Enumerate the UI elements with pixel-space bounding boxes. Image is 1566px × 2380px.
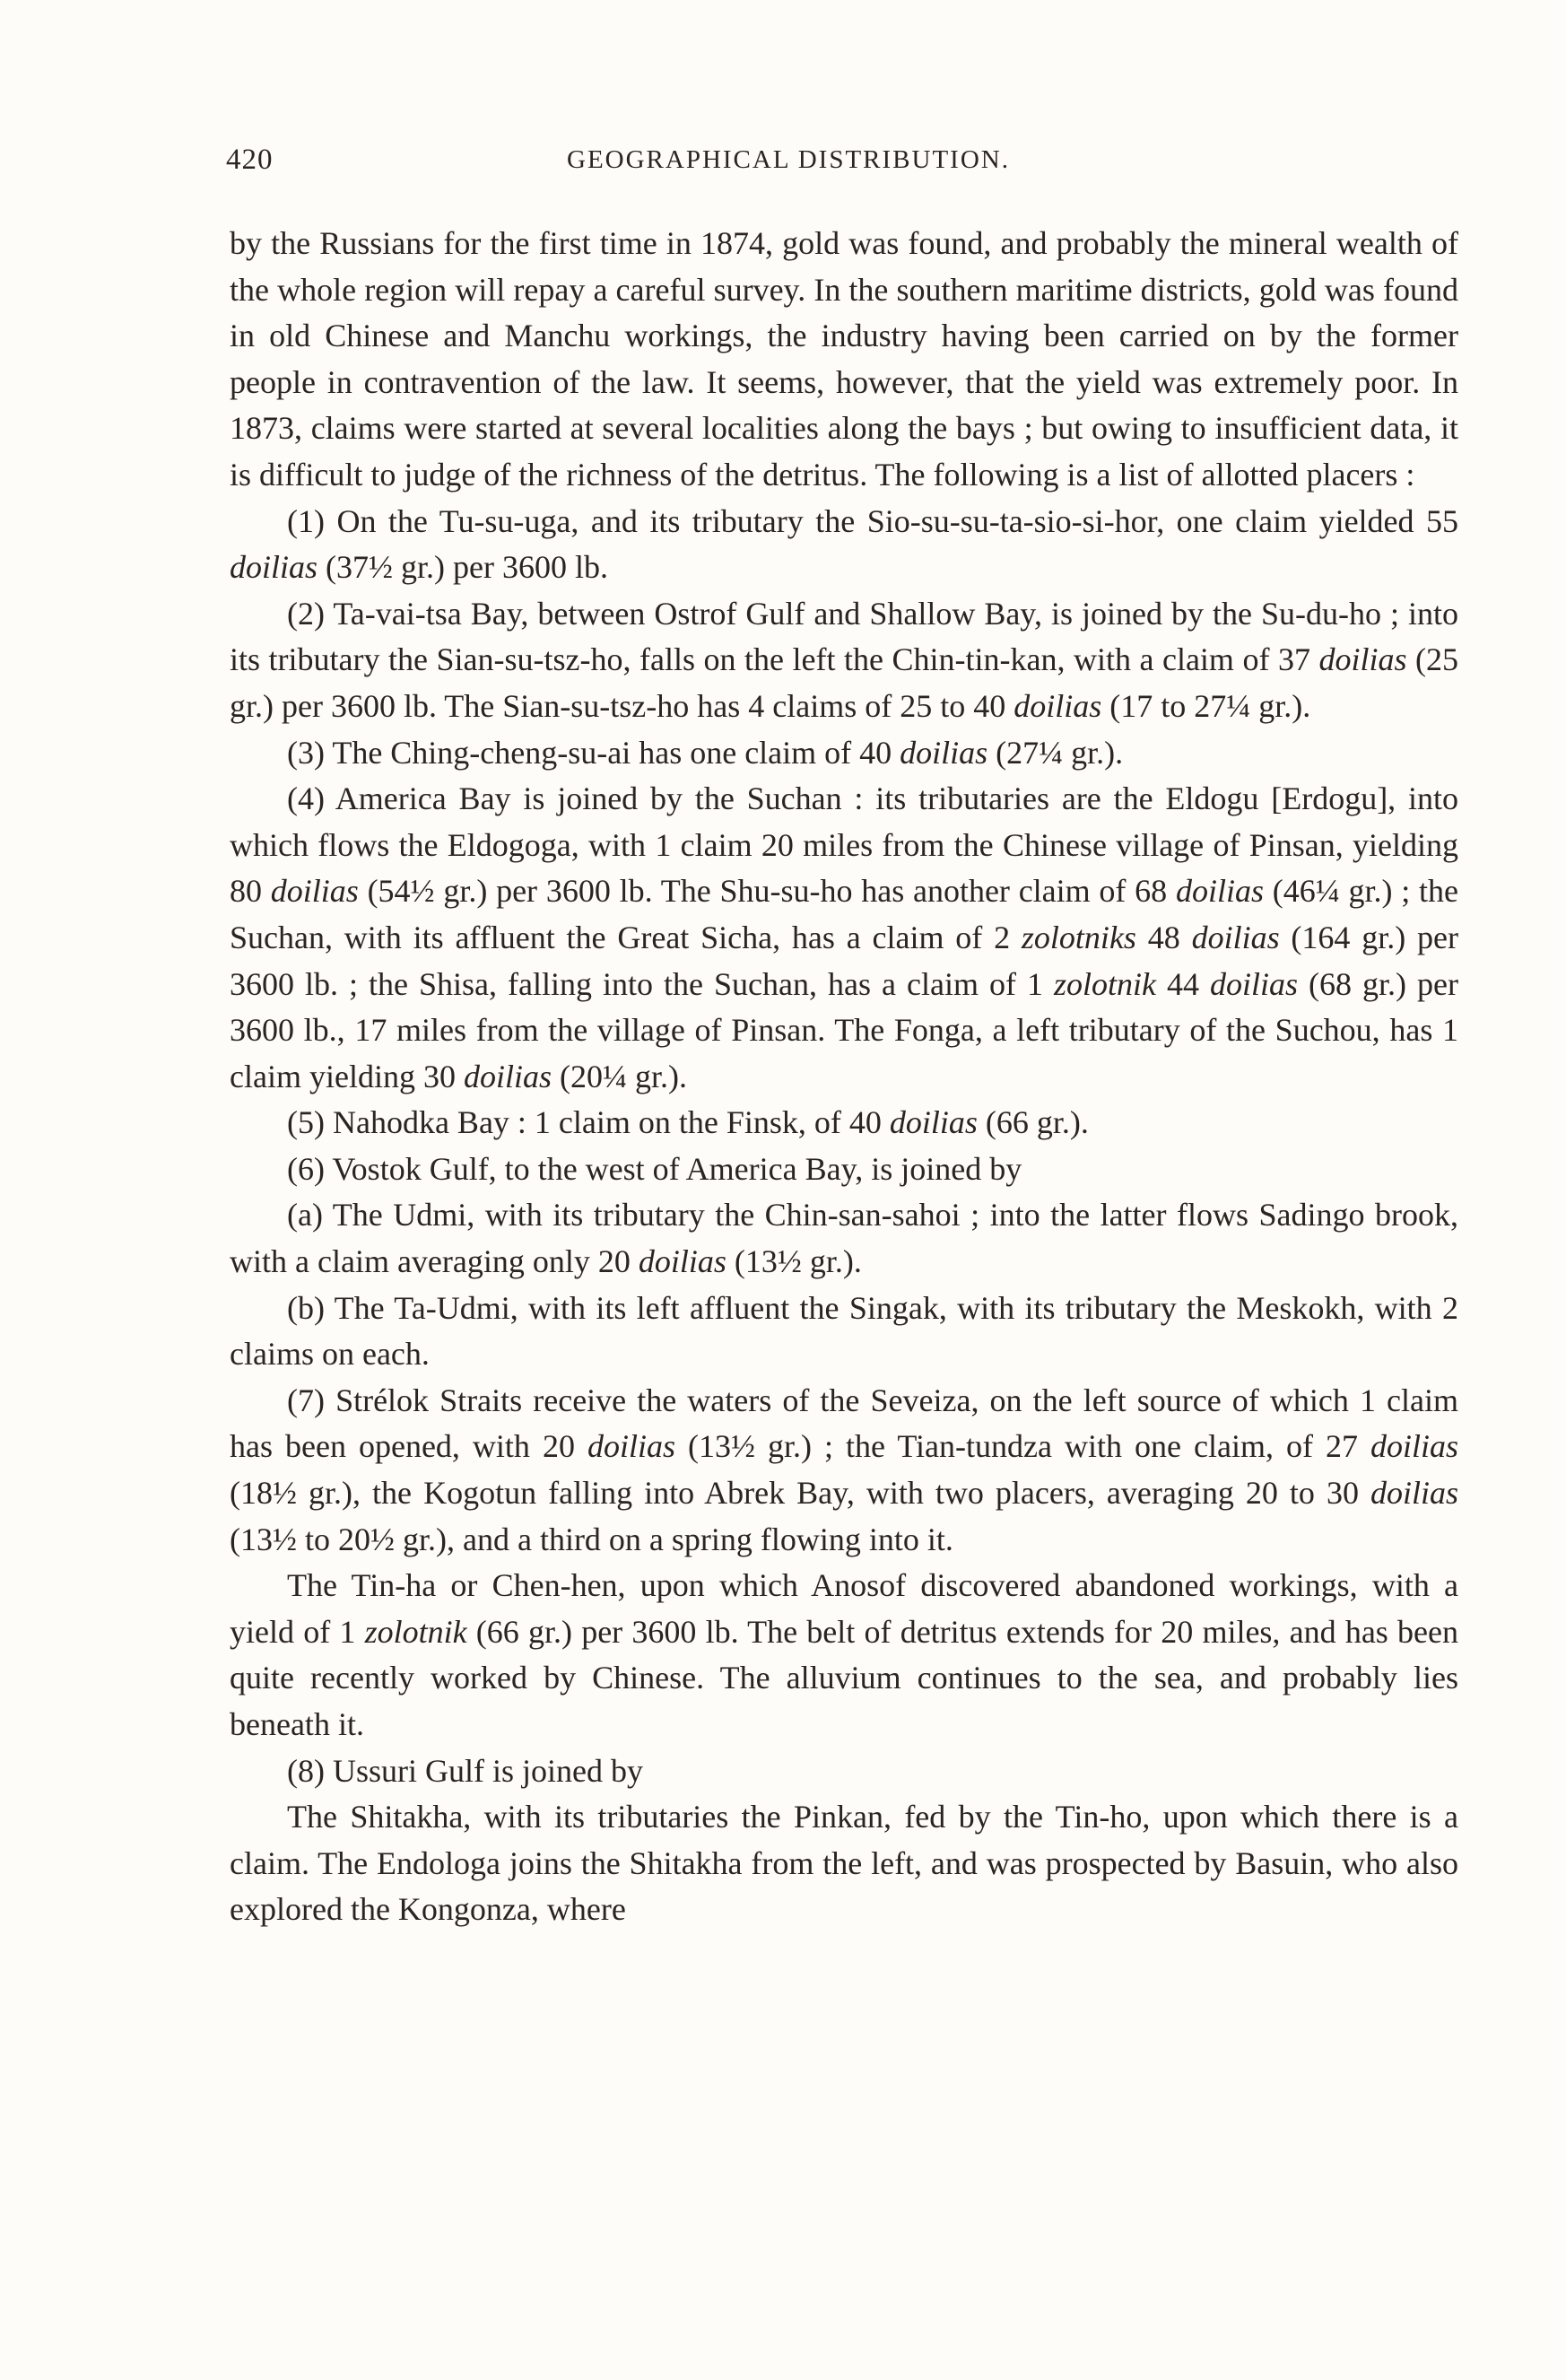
text-run: (a) The Udmi, with its tributary the Chin-san-sahoi ; into the latter flows Sadingo brook, with a claim averaging only 20 — [230, 1197, 1458, 1280]
italic-term: doilias — [230, 549, 318, 586]
italic-term: zolotnik — [364, 1613, 467, 1650]
italic-term: doilias — [1318, 641, 1407, 678]
text-run: (3) The Ching-cheng-su-ai has one claim of 40 — [287, 734, 900, 771]
paragraph — [230, 1563, 1458, 1748]
text-run: (1) On the Tu-su-uga, and its tributary the Sio-su-su-ta-sio-si-hor, one claim yielded 55 — [287, 502, 1458, 539]
italic-term: doilias — [463, 1058, 552, 1094]
text-run: by the Russians for the first time in 1874, gold was found, and probably the mineral wealth of the whole region will repay a careful survey. In the southern maritime districts, gold was found in old Chinese and Manchu workings, the industry having been carried on by the former people in contravention of the law. It seems, however, that the yield was extremely poor. In 1873, claims were started at several localities along the bays ; but owing to insufficient data, it is difficult to judge of the richness of the detritus. The following is a list of allotted placers : — [230, 225, 1458, 493]
text-run: (17 to 27¼ gr.). — [1101, 687, 1311, 724]
paragraph — [230, 1192, 1458, 1285]
text-run: (20¼ gr.). — [551, 1058, 687, 1094]
text-run: 48 — [1135, 919, 1192, 955]
italic-term: doilias — [1370, 1475, 1458, 1512]
italic-term: doilias — [638, 1243, 726, 1280]
italic-term: doilias — [900, 734, 988, 771]
paragraph — [230, 730, 1458, 777]
text-run: (164 gr.) per 3600 lb. ; the Shisa, falling into the Suchan, has a claim of 1 — [230, 919, 1458, 1002]
text-run: (5) Nahodka Bay : 1 claim on the Finsk, of 40 — [287, 1104, 890, 1141]
text-run: (68 gr.) per 3600 lb., 17 miles from the village of Pinsan. The Fonga, a left tributary of the Suchou, has 1 claim yielding 30 — [230, 965, 1459, 1094]
italic-term: doilias — [587, 1428, 675, 1465]
italic-term: doilias — [889, 1104, 978, 1141]
text-run: (27¼ gr.). — [987, 734, 1124, 771]
text-run: (66 gr.) per 3600 lb. The belt of detritus extends for 20 miles, and has been quite recently worked by Chinese. The alluvium continues to the sea, and probably lies beneath it. — [230, 1613, 1458, 1742]
page-header — [226, 144, 1460, 179]
text-run: (25 gr.) per 3600 lb. The Sian-su-tsz-ho has 4 claims of 25 to 40 — [230, 641, 1458, 724]
italic-term: doilias — [1175, 873, 1264, 910]
italic-term: doilias — [1191, 919, 1280, 955]
text-run: (7) Strélok Straits receive the waters of the Seveiza, on the left source of which 1 claim has been opened, with 20 — [230, 1382, 1458, 1465]
text-run: (46¼ gr.) ; the Suchan, with its affluent the Great Sicha, has a claim of 2 — [230, 873, 1459, 955]
text-run: (6) Vostok Gulf, to the west of America Bay, is joined by — [287, 1150, 1022, 1187]
italic-term: doilias — [1370, 1428, 1458, 1465]
paragraph — [230, 1146, 1458, 1193]
italic-term: zolotniks — [1021, 919, 1136, 955]
paragraph — [230, 1286, 1458, 1378]
running-title: GEOGRAPHICAL DISTRIBUTION. — [567, 145, 1010, 174]
paragraph — [230, 1378, 1458, 1563]
paragraph — [230, 221, 1458, 499]
text-run: 44 — [1155, 965, 1211, 1002]
text-run: (13½ gr.) ; the Tian-tundza with one claim, of 27 — [674, 1428, 1370, 1465]
italic-term: doilias — [1210, 965, 1299, 1002]
italic-term: zolotnik — [1053, 965, 1156, 1002]
text-run: (8) Ussuri Gulf is joined by — [287, 1752, 643, 1789]
text-run: The Shitakha, with its tributaries the Pinkan, fed by the Tin-ho, upon which there is a claim. The Endologa joins the Shitakha from the left, and was prospected by Basuin, who also explored the Kongonza, where — [230, 1799, 1458, 1928]
text-run: (37½ gr.) per 3600 lb. — [318, 549, 608, 586]
text-run: (18½ gr.), the Kogotun falling into Abrek Bay, with two placers, averaging 20 to 30 — [230, 1475, 1370, 1512]
paragraph — [230, 591, 1458, 730]
paragraph — [230, 1748, 1458, 1795]
body-text — [230, 221, 1458, 1933]
text-run: (2) Ta-vai-tsa Bay, between Ostrof Gulf and Shallow Bay, is joined by the Su-du-ho ; into its tributary the Sian-su-tsz-ho, falls on the left the Chin-tin-kan, with a claim of 37 — [230, 595, 1458, 678]
text-run: (54½ gr.) per 3600 lb. The Shu-su-ho has another claim of 68 — [358, 873, 1176, 910]
page-number: 420 — [226, 144, 274, 176]
text-run: (b) The Ta-Udmi, with its left affluent the Singak, with its tributary the Meskokh, with 2 claims on each. — [230, 1289, 1458, 1373]
text-run: (66 gr.). — [977, 1104, 1089, 1141]
paragraph — [230, 1100, 1458, 1146]
paragraph — [230, 499, 1458, 591]
text-run: (13½ to 20½ gr.), and a third on a spring flowing into it. — [230, 1521, 953, 1557]
text-run: (4) America Bay is joined by the Suchan : its tributaries are the Eldogu [Erdogu], into which flows the Eldogoga, with 1 claim 20 miles from the Chinese village of Pinsan, yielding 80 — [230, 780, 1458, 910]
italic-term: doilias — [1014, 687, 1102, 724]
text-run: The Tin-ha or Chen-hen, upon which Anosof discovered abandoned workings, with a yield of 1 — [230, 1567, 1458, 1650]
paragraph — [230, 776, 1458, 1100]
text-run: (13½ gr.). — [726, 1243, 862, 1280]
paragraph — [230, 1794, 1458, 1933]
italic-term: doilias — [270, 873, 359, 910]
